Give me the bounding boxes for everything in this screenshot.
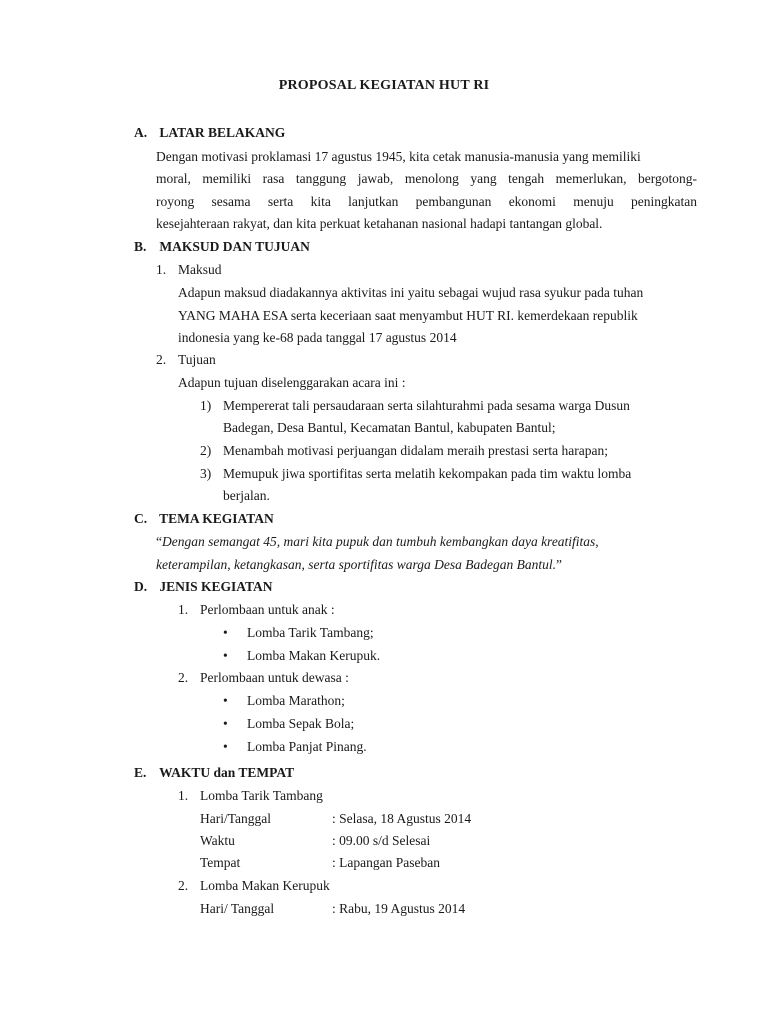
section-d-label: D. [134, 579, 148, 594]
list-item-label: Lomba Tarik Tambang; [247, 625, 374, 640]
theme-text-1: Dengan semangat 45, mari kita pupuk dan tumbuh kembangkan daya kreatifitas, [162, 534, 599, 549]
list-item [223, 647, 380, 665]
event-1-row-value: : 09.00 s/d Selesai [332, 833, 431, 848]
theme-quote-close: ” [555, 557, 562, 572]
list-item-label: Lomba Makan Kerupuk. [247, 648, 381, 663]
section-c-label: C. [134, 511, 148, 526]
tujuan-number: 2. [156, 352, 167, 367]
maksud-line-1: Adapun maksud diadakannya aktivitas ini yaitu sebagai wujud rasa syukur pada tuhan [178, 285, 644, 300]
section-a-line-3: royong sesama serta kita lanjutkan pembangunan ekonomi menuju peningkatan [156, 194, 697, 209]
maksud-line-2: YANG MAHA ESA serta keceriaan saat menyambut HUT RI. kemerdekaan republik [178, 308, 638, 323]
bullet-icon: • [223, 625, 228, 640]
event-2-row-value: : Rabu, 19 Agustus 2014 [332, 901, 466, 916]
section-b-label: B. [134, 239, 147, 254]
maksud-label: Maksud [178, 262, 222, 277]
event-2-label: Lomba Makan Kerupuk [200, 878, 330, 893]
theme-quote-open: “ [156, 534, 162, 549]
list-item-label: Lomba Marathon; [247, 693, 345, 708]
tujuan-item-3-number: 3) [200, 466, 212, 481]
tujuan-item-3-line-1: Memupuk jiwa sportifitas serta melatih kekompakan pada tim waktu lomba [223, 466, 632, 481]
bullet-icon: • [223, 693, 228, 708]
section-a-line-1: Dengan motivasi proklamasi 17 agustus 1945, kita cetak manusia-manusia yang memiliki [156, 149, 641, 164]
tujuan-item-1-number: 1) [200, 398, 212, 413]
group-2-number: 2. [178, 670, 189, 685]
event-1-row-key: Tempat [200, 855, 241, 870]
section-c-title: TEMA KEGIATAN [159, 511, 274, 526]
event-1-row-key: Hari/Tanggal [200, 811, 272, 826]
tujuan-intro: Adapun tujuan diselenggarakan acara ini : [178, 375, 406, 390]
tujuan-label: Tujuan [178, 352, 216, 367]
section-a-title: LATAR BELAKANG [159, 125, 286, 140]
list-item-label: Lomba Panjat Pinang. [247, 739, 367, 754]
section-e-title: WAKTU dan TEMPAT [159, 765, 295, 780]
tujuan-item-1-line-2: Badegan, Desa Bantul, Kecamatan Bantul, kabupaten Bantul; [223, 420, 556, 435]
list-item [223, 738, 367, 756]
section-a-label: A. [134, 125, 148, 140]
section-e-label: E. [134, 765, 147, 780]
group-2-label: Perlombaan untuk dewasa : [200, 670, 349, 685]
event-1-label: Lomba Tarik Tambang [200, 788, 323, 803]
tujuan-item-3-line-2: berjalan. [223, 488, 270, 503]
section-b-heading [134, 238, 310, 256]
section-b-title: MAKSUD DAN TUJUAN [159, 239, 310, 254]
section-a-line-2: moral, memiliki rasa tanggung jawab, menolong yang tengah memerlukan, bergotong- [156, 171, 697, 186]
list-item-label: Lomba Sepak Bola; [247, 716, 355, 731]
tujuan-item-2-number: 2) [200, 443, 212, 458]
maksud-number: 1. [156, 262, 167, 277]
list-item [223, 715, 354, 733]
tujuan-item-2-line-1: Menambah motivasi perjuangan didalam meraih prestasi serta harapan; [223, 443, 608, 458]
maksud-line-3: indonesia yang ke-68 pada tanggal 17 agustus 2014 [178, 330, 457, 345]
event-2-row-key: Hari/ Tanggal [200, 901, 275, 916]
section-a-heading [134, 124, 285, 142]
bullet-icon: • [223, 648, 228, 663]
event-2-number: 2. [178, 878, 189, 893]
section-d-title: JENIS KEGIATAN [159, 579, 273, 594]
list-item [223, 692, 345, 710]
bullet-icon: • [223, 739, 228, 754]
list-item [223, 624, 374, 642]
bullet-icon: • [223, 716, 228, 731]
group-1-number: 1. [178, 602, 189, 617]
section-e-heading [134, 764, 294, 782]
theme-line-2 [156, 556, 562, 574]
theme-text-2: keterampilan, ketangkasan, serta sportifitas warga Desa Badegan Bantul. [156, 557, 556, 572]
event-1-number: 1. [178, 788, 189, 803]
group-1-label: Perlombaan untuk anak : [200, 602, 335, 617]
tujuan-item-1-line-1: Mempererat tali persaudaraan serta silahturahmi pada sesama warga Dusun [223, 398, 630, 413]
section-d-heading [134, 578, 273, 596]
event-1-row-value: : Lapangan Paseban [332, 855, 440, 870]
section-a-line-4: kesejahteraan rakyat, dan kita perkuat ketahanan nasional hadapi tantangan global. [156, 216, 603, 231]
event-1-row-key: Waktu [200, 833, 235, 848]
document-title: PROPOSAL KEGIATAN HUT RI [278, 78, 490, 93]
event-1-row-value: : Selasa, 18 Agustus 2014 [332, 811, 472, 826]
section-c-heading [134, 510, 274, 528]
theme-line-1 [156, 533, 599, 551]
